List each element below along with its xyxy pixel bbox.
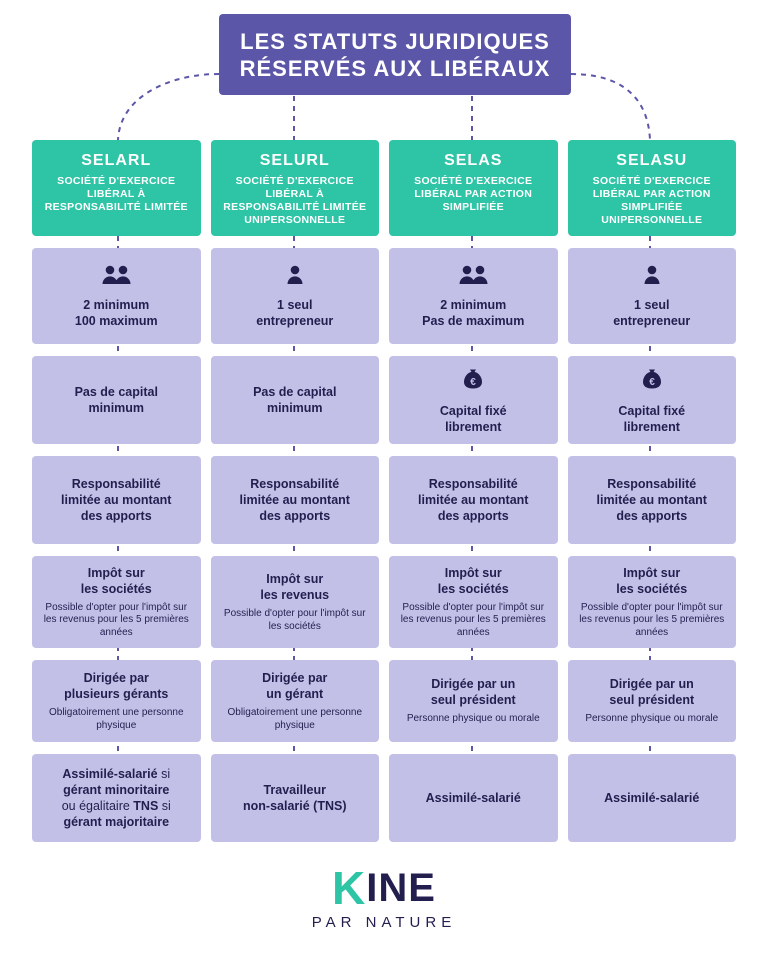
header-selarl — [32, 140, 201, 236]
resp-line2: limitée au montant — [61, 493, 172, 507]
cell-direction-selasu — [568, 660, 737, 742]
tax-note: Possible d'opter pour l'impôt sur les revenus pour les 5 premières années — [400, 601, 546, 638]
tax-line1: Impôt sur — [266, 572, 324, 586]
cell-capital-selarl — [32, 356, 201, 444]
direction-note: Obligatoirement une personne physique — [227, 707, 363, 731]
title-line-2: RÉSERVÉS AUX LIBÉRAUX — [239, 55, 551, 81]
resp-line1: Responsabilité — [428, 477, 518, 491]
statut-line-2: gérant minoritaire — [63, 783, 170, 797]
cell-imposition-selarl — [32, 556, 201, 648]
logo-letter-k: K — [332, 862, 367, 914]
statut-reg-1: si — [157, 767, 171, 781]
one-person-icon — [641, 264, 663, 291]
column-selarl — [32, 140, 201, 842]
direction-note: Obligatoirement une personne physique — [48, 707, 184, 731]
statut-reg-2: si — [158, 799, 171, 813]
associes-line2: entrepreneur — [256, 313, 334, 328]
resp-line1: Responsabilité — [250, 477, 340, 491]
statut-bold-1: Assimilé-salarié — [62, 767, 158, 781]
direction-note: Personne physique ou morale — [585, 713, 719, 725]
capital-line1: Pas de capital — [74, 385, 158, 399]
money-bag-euro-icon — [639, 366, 665, 397]
direction-line1: Dirigée par un — [609, 677, 694, 692]
cell-direction-selarl — [32, 660, 201, 742]
cell-imposition-selurl — [211, 556, 380, 648]
direction-note: Personne physique ou morale — [406, 713, 540, 725]
capital-line2: librement — [623, 419, 680, 434]
status-subtitle: SOCIÉTÉ D'EXERCICE LIBÉRAL À RESPONSABILITÉ LIMITÉE — [44, 175, 188, 213]
logo-tagline: PAR NATURE — [311, 914, 457, 931]
resp-line2: limitée au montant — [418, 493, 529, 507]
header-selurl — [211, 140, 380, 236]
direction-line1: Dirigée par un — [431, 677, 516, 692]
logo-wordmark — [332, 862, 436, 914]
column-selas — [389, 140, 558, 842]
cell-associes-selas — [389, 248, 558, 344]
statut-line-3: ou égalitaire — [61, 799, 134, 813]
cell-statut-selasu — [568, 754, 737, 842]
tax-line1: Impôt sur — [87, 565, 145, 580]
cell-imposition-selas — [389, 556, 558, 648]
title-line-1: LES STATUTS JURIDIQUES — [240, 28, 550, 54]
resp-line2: limitée au montant — [596, 493, 707, 507]
tax-line2: les sociétés — [437, 581, 509, 596]
cell-imposition-selasu — [568, 556, 737, 648]
status-name: SELARL — [81, 152, 152, 169]
resp-line3: des apports — [80, 509, 152, 523]
cell-statut-selurl — [211, 754, 380, 842]
resp-line1: Responsabilité — [607, 477, 697, 491]
direction-line2: un gérant — [266, 687, 324, 701]
tax-line1: Impôt sur — [623, 565, 681, 580]
status-subtitle: SOCIÉTÉ D'EXERCICE LIBÉRAL À RESPONSABILITÉ LIMITÉE UNIPERSONNELLE — [223, 175, 367, 226]
cell-capital-selurl — [211, 356, 380, 444]
associes-line1: 2 minimum — [440, 297, 507, 312]
tax-line1: Impôt sur — [444, 565, 502, 580]
cell-capital-selas — [389, 356, 558, 444]
header-selasu — [568, 140, 737, 236]
capital-line2: librement — [445, 419, 502, 434]
two-people-icon — [456, 264, 490, 291]
svg-text:€: € — [470, 376, 477, 388]
status-subtitle: SOCIÉTÉ D'EXERCICE LIBÉRAL PAR ACTION SIMPLIFIÉE — [414, 175, 533, 213]
page-title — [219, 14, 571, 95]
associes-line1: 2 minimum — [83, 297, 150, 312]
capital-line1: Capital fixé — [439, 403, 507, 418]
direction-line1: Dirigée par — [262, 671, 328, 685]
capital-line2: minimum — [266, 401, 323, 415]
two-people-icon — [99, 264, 133, 291]
statut-line-1: Travailleur — [263, 783, 327, 797]
statut-line-1: Assimilé-salarié — [604, 791, 700, 805]
resp-line2: limitée au montant — [239, 493, 350, 507]
svg-text:€: € — [648, 376, 655, 388]
status-subtitle: SOCIÉTÉ D'EXERCICE LIBÉRAL PAR ACTION SIMPLIFIÉE UNIPERSONNELLE — [592, 175, 711, 226]
statut-line-4: gérant majoritaire — [63, 815, 170, 829]
cell-direction-selurl — [211, 660, 380, 742]
comparison-table — [32, 140, 736, 842]
tax-line2: les revenus — [260, 588, 330, 602]
associes-line1: 1 seul — [634, 297, 670, 312]
cell-capital-selasu — [568, 356, 737, 444]
direction-line1: Dirigée par — [83, 671, 149, 685]
tax-note: Possible d'opter pour l'impôt sur les sociétés — [223, 608, 366, 632]
tax-note: Possible d'opter pour l'impôt sur les revenus pour les 5 premières années — [579, 601, 725, 638]
resp-line3: des apports — [437, 509, 509, 523]
tax-line2: les sociétés — [80, 581, 152, 596]
cell-responsabilite-selasu — [568, 456, 737, 544]
statut-line-2: non-salarié (TNS) — [243, 799, 347, 813]
resp-line1: Responsabilité — [71, 477, 161, 491]
logo-letters-ine: INE — [366, 866, 436, 910]
statut-bold-2: TNS — [133, 799, 159, 813]
cell-associes-selarl — [32, 248, 201, 344]
direction-line2: seul président — [430, 693, 516, 708]
tax-line2: les sociétés — [616, 581, 688, 596]
status-name: SELAS — [444, 152, 503, 169]
column-selasu — [568, 140, 737, 842]
capital-line1: Capital fixé — [618, 403, 686, 418]
cell-associes-selurl — [211, 248, 380, 344]
associes-line2: entrepreneur — [613, 313, 691, 328]
one-person-icon — [284, 264, 306, 291]
capital-line1: Pas de capital — [253, 385, 337, 399]
cell-associes-selasu — [568, 248, 737, 344]
brand-logo — [0, 862, 768, 931]
associes-line1: 1 seul — [277, 297, 313, 312]
capital-line2: minimum — [88, 401, 145, 415]
status-name: SELURL — [259, 152, 330, 169]
cell-responsabilite-selurl — [211, 456, 380, 544]
column-selurl — [211, 140, 380, 842]
cell-statut-selarl — [32, 754, 201, 842]
resp-line3: des apports — [259, 509, 331, 523]
associes-line2: Pas de maximum — [422, 313, 525, 328]
resp-line3: des apports — [616, 509, 688, 523]
tax-note: Possible d'opter pour l'impôt sur les revenus pour les 5 premières années — [43, 601, 189, 638]
direction-line2: plusieurs gérants — [64, 687, 169, 701]
header-selas — [389, 140, 558, 236]
direction-line2: seul président — [609, 693, 695, 708]
cell-responsabilite-selarl — [32, 456, 201, 544]
cell-direction-selas — [389, 660, 558, 742]
cell-statut-selas — [389, 754, 558, 842]
cell-responsabilite-selas — [389, 456, 558, 544]
statut-line-1: Assimilé-salarié — [425, 791, 521, 805]
money-bag-euro-icon — [460, 366, 486, 397]
status-name: SELASU — [616, 152, 688, 169]
associes-line2: 100 maximum — [74, 313, 158, 328]
